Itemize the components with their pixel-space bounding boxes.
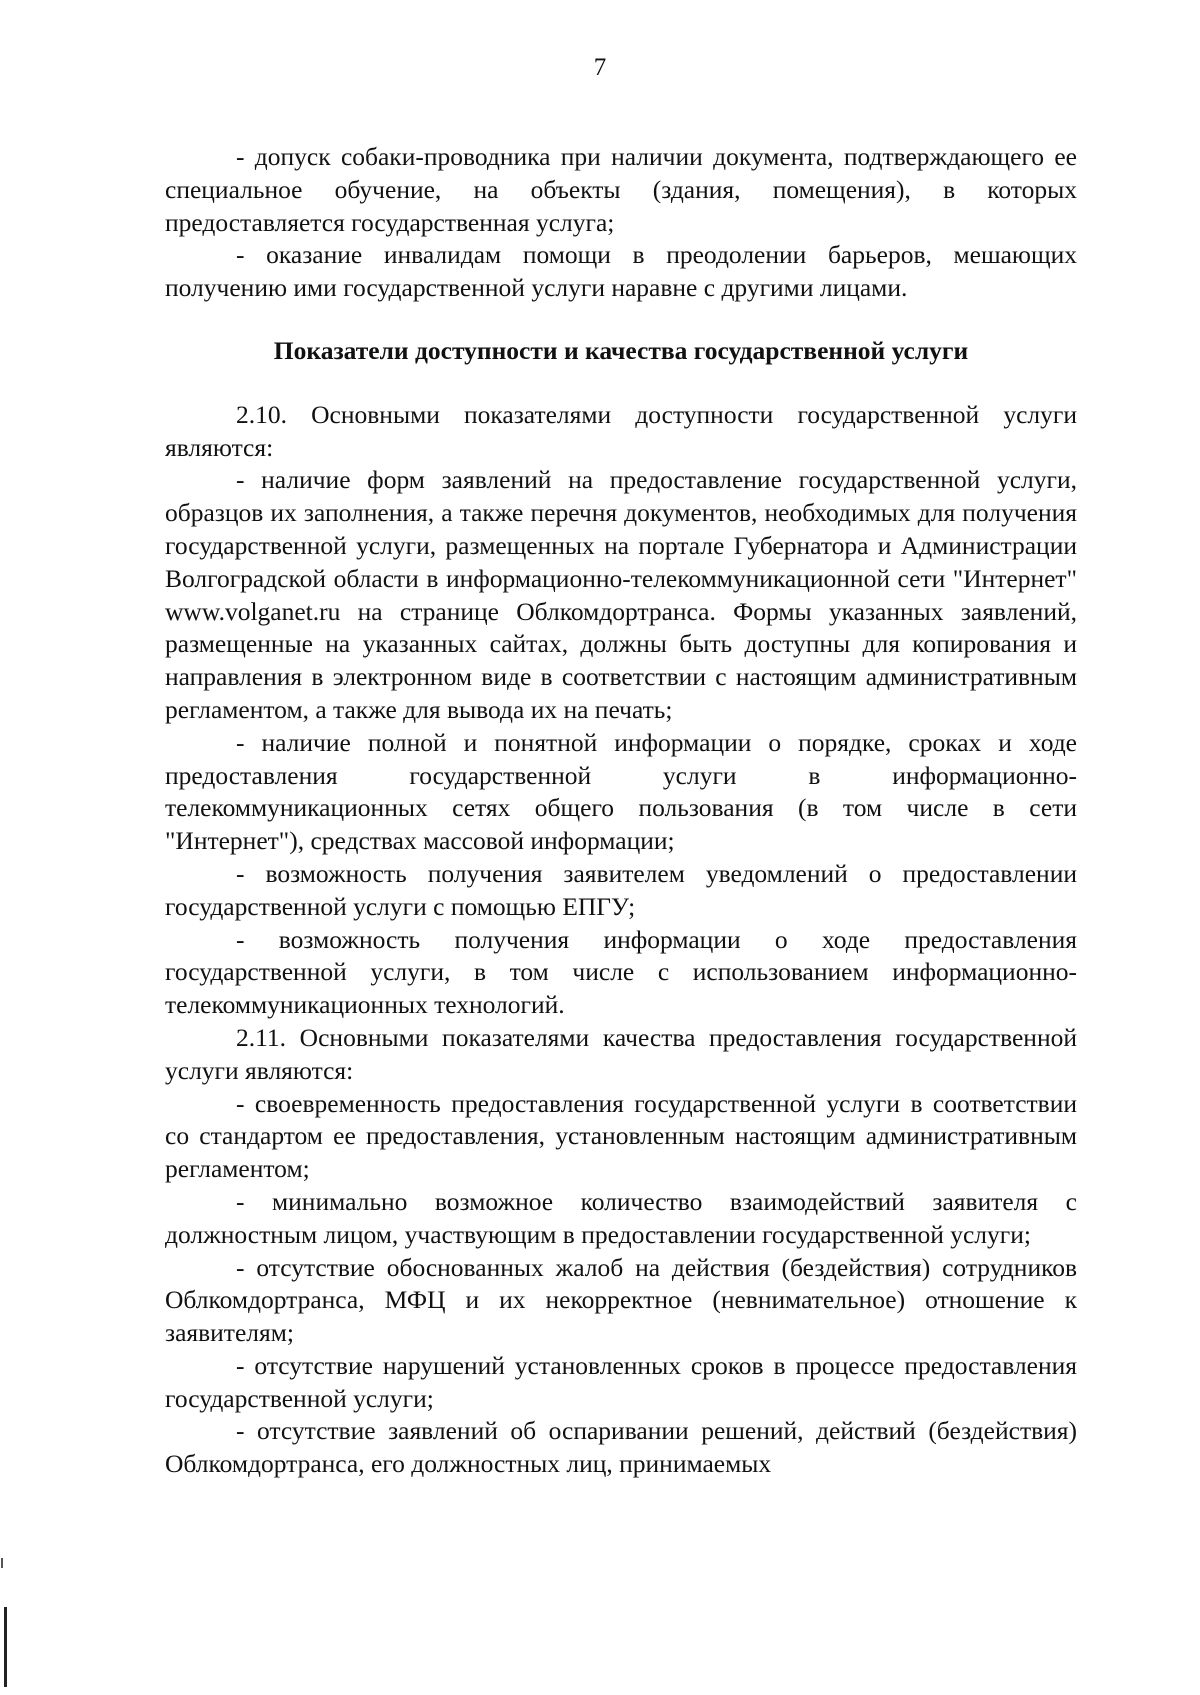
paragraph-assistance: - оказание инвалидам помощи в преодолении барьеров, мешающих получению ими государственной услуги наравне с другими лицами. [165,240,1077,303]
paragraph-no-disputes: - отсутствие заявлений об оспаривании решений, действий (бездействия) Облкомдортранса, его должностных лиц, принимаемых [165,1416,1077,1479]
paragraph-no-deadline-violations: - отсутствие нарушений установленных сроков в процессе предоставления государственной услуги; [165,1350,1077,1413]
paragraph-no-complaints: - отсутствие обоснованных жалоб на действия (бездействия) сотрудников Облкомдортранса, МФЦ и их некорректное (невнимательное) отношение к заявителям; [165,1252,1077,1348]
paragraph-progress-info: - возможность получения информации о ходе предоставления государственной услуги, в том числе с использованием информационно-телекоммуникационных технологий. [165,924,1077,1020]
scan-edge-mark [4,1607,7,1687]
paragraph-2-10: 2.10. Основными показателями доступности государственной услуги являются: [165,399,1077,462]
paragraph-timeliness: - своевременность предоставления государственной услуги в соответствии со стандартом ее предоставления, установленным настоящим административным регламентом; [165,1088,1077,1184]
paragraph-forms-availability: - наличие форм заявлений на предоставление государственной услуги, образцов их заполнения, а также перечня документов, необходимых для получения государственной услуги, размещенных на портале Губернатора и Администрации Волгоградской области в информационно-телекоммуникационной сети "Интернет" www.volganet.ru на странице Облкомдортранса. Формы указанных заявлений, размещенные на указанных сайтах, должны быть доступны для копирования и направления в электронном виде в соответствии с настоящим административным регламентом, а также для вывода их на печать; [165,465,1077,724]
page-number: 7 [593,54,607,81]
section-heading: Показатели доступности и качества государственной услуги [273,335,969,365]
paragraph-min-interactions: - минимально возможное количество взаимодействий заявителя с должностным лицом, участвующим в предоставлении государственной услуги; [165,1186,1077,1249]
paragraph-guide-dog: - допуск собаки-проводника при наличии документа, подтверждающего ее специальное обучение, на объекты (здания, помещения), в которых предоставляется государственная услуга; [165,142,1077,237]
paragraph-notifications: - возможность получения заявителем уведомлений о предоставлении государственной услуги с помощью ЕПГУ; [165,858,1077,921]
scan-edge-mark-small [1,1558,3,1568]
document-body [165,141,1077,1481]
paragraph-2-11: 2.11. Основными показателями качества предоставления государственной услуги являются: [165,1022,1077,1085]
paragraph-full-information: - наличие полной и понятной информации о порядке, сроках и ходе предоставления государственной услуги в информационно-телекоммуникационных сетях общего пользования (в том числе в сети "Интернет"), средствах массовой информации; [165,727,1077,856]
